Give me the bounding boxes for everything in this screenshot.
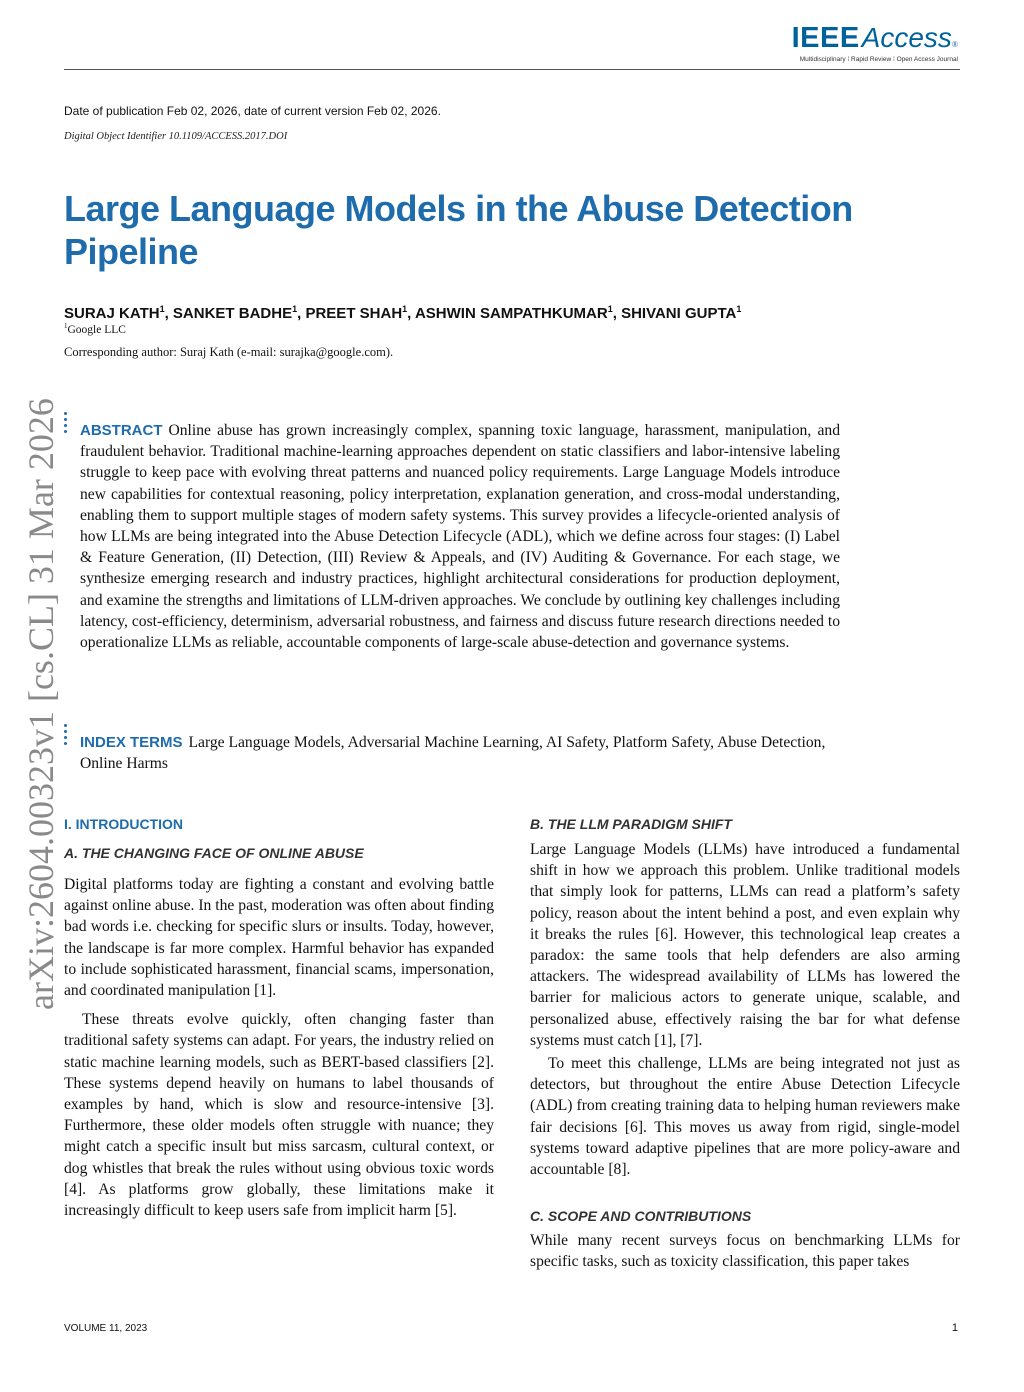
author-sup: 1 [736,304,742,314]
affiliation [64,322,126,336]
abstract-label: ABSTRACT [80,422,163,439]
author-name: ASHWIN SAMPATHKUMAR [414,305,608,322]
abstract-text: Online abuse has grown increasingly complex, spanning toxic language, harassment, manipulation, and fraudulent behavior. Traditional machine-learning approaches dependent on static classifiers and labor-intensive labeling struggle to keep pace with evolving threat patterns and nuanced policy requirements. Large Language Models introduce new capabilities for contextual reasoning, policy interpretation, explanation generation, and cross-modal understanding, enabling them to support multiple stages of modern safety systems. This survey provides a lifecycle-oriented analysis of how LLMs are being integrated into the Abuse Detection Lifecycle (ADL), which we define across four stages: (I) Label & Feature Generation, (II) Detection, (III) Review & Appeals, and (IV) Auditing & Governance. For each stage, we synthesize emerging research and industry practices, highlight architectural considerations for production deployment, and examine the strengths and limitations of LLM-driven approaches. We conclude by outlining key challenges including latency, cost-efficiency, determinism, adversarial robustness, and fairness and discuss future research directions needed to operationalize LLMs as reliable, accountable components of large-scale abuse-detection and governance systems. [80,422,840,652]
subsection-heading-a: A. THE CHANGING FACE OF ONLINE ABUSE [64,845,364,861]
affiliation-text: Google LLC [67,323,126,336]
doi: Digital Object Identifier 10.1109/ACCESS.2017.DOI [64,131,288,142]
paragraph-a1: Digital platforms today are fighting a constant and evolving battle against online abuse. In the past, moderation was often about finding bad words i.e. checking for specific slurs or insults. Today, however, the landscape is far more complex. Harmful behavior has expanded to include sophisticated harassment, financial scams, impersonation, and coordinated manipulation [1]. [64,876,494,1000]
journal-logo [792,22,958,63]
index-terms-dots [64,724,69,748]
paragraph-c1: While many recent surveys focus on benchmarking LLMs for specific tasks, such as toxicity classification, this paper takes [530,1232,960,1271]
author-name: SURAJ KATH [64,305,160,322]
paragraph-a2: These threats evolve quickly, often changing faster than traditional safety systems can adapt. For years, the industry relied on static machine learning models, such as BERT-based classifiers [2]. These systems depend heavily on humans to label thousands of examples by hand, which is slow and resource-intensive [3]. Furthermore, these older models often struggle with nuance; they might catch a specific insult but miss sarcasm, cultural context, or dog whistles that break the rules without using obvious toxic words [4]. As platforms grow globally, these limitations make it increasingly difficult to keep users safe from implicit harm [5]. [64,1011,494,1220]
footer-page-number: 1 [951,1322,958,1334]
logo-ieee: IEEE [791,22,860,54]
index-terms-label: INDEX TERMS [80,734,183,751]
paragraph-b2: To meet this challenge, LLMs are being integrated not just as detectors, but throughout the entire Abuse Detection Lifecycle (ADL) from creating training data to helping human reviewers make fair decisions [6]. This moves us away from rigid, single-model systems toward adaptive pipelines that are more policy-aware and accountable [8]. [530,1055,960,1179]
author-name: PREET SHAH [305,305,403,322]
author-sup: 1 [402,304,408,314]
subsection-heading-b: B. THE LLM PARADIGM SHIFT [530,816,732,832]
right-column [530,814,960,1273]
author-sup: 1 [607,304,613,314]
author-sep: , [407,305,415,322]
author-sup: 1 [292,304,298,314]
corresponding-author: Corresponding author: Suraj Kath (e-mail: surajka@google.com). [64,345,394,359]
paper-title: Large Language Models in the Abuse Detection Pipeline [64,188,853,272]
abstract-dots [64,412,69,436]
index-terms [80,732,840,774]
abstract [80,420,840,653]
paragraph-b1: Large Language Models (LLMs) have introduced a fundamental shift in how we approach this problem. Unlike traditional models that simply look for patterns, LLMs can read a platform’s safety policy, reason about the intent behind a post, and even explain why it breaks the rules [6]. However, this technological leap creates a paradox: the same tools that help defenders are also arming attackers. The widespread availability of LLMs has lowered the barrier for malicious actors to generate unique, scalable, and personalized abuse, effectively raising the bar for what defense systems must catch [1], [7]. [530,841,960,1049]
logo-trademark: ® [951,40,958,49]
subsection-heading-c: C. SCOPE AND CONTRIBUTIONS [530,1208,752,1225]
index-terms-text: Large Language Models, Adversarial Machine Learning, AI Safety, Platform Safety, Abuse Detection, Online Harms [80,734,826,773]
footer-volume: VOLUME 11, 2023 [64,1323,148,1334]
section-heading-introduction: I. INTRODUCTION [64,816,183,832]
author-sep: , [297,305,306,322]
logo-tagline: Multidisciplinary ⁞ Rapid Review ⁞ Open Access Journal [799,56,958,63]
publication-date: Date of publication Feb 02, 2026, date of current version Feb 02, 2026. [64,104,441,118]
arxiv-stamp: arXiv:2604.00323v1 [cs.CL] 31 Mar 2026 [21,398,61,1010]
author-list [64,304,741,322]
author-sep: , [164,305,173,322]
author-name: SANKET BADHE [172,305,293,322]
author-sup: 1 [159,304,165,314]
left-column [64,814,494,1221]
author-name: SHIVANI GUPTA [621,305,737,322]
header-rule [64,69,960,70]
logo-access: Access [861,22,952,53]
author-sep: , [612,305,622,322]
affiliation-sup: 1 [64,322,68,330]
